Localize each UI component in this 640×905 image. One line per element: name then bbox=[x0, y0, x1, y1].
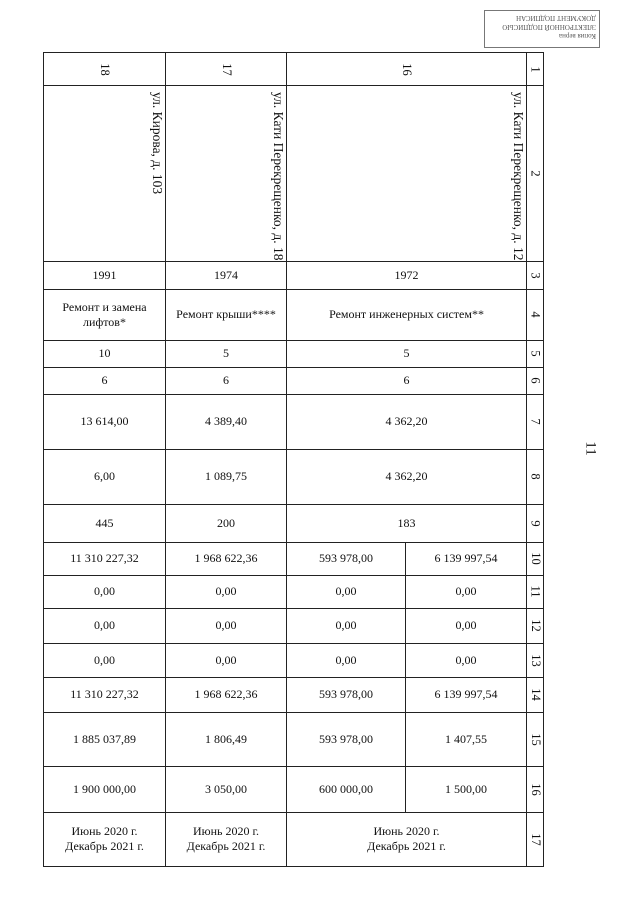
row-number-cell: 14 bbox=[527, 677, 544, 712]
address-cell: ул. Кирова, д. 103 bbox=[44, 86, 166, 262]
value-cell: 5 bbox=[166, 340, 287, 367]
period-end: Декабрь 2021 г. bbox=[367, 839, 446, 853]
value-cell: 4 362,20 bbox=[287, 449, 527, 504]
stamp-line: ДОКУМЕНТ ПОДПИСАН bbox=[516, 14, 596, 22]
value-cell: 1 900 000,00 bbox=[44, 766, 166, 812]
row-number-cell: 7 bbox=[527, 394, 544, 449]
value-cell: 6 bbox=[166, 367, 287, 394]
row-number-cell: 2 bbox=[527, 86, 544, 262]
table-row bbox=[44, 449, 544, 504]
value-cell: 1 089,75 bbox=[166, 449, 287, 504]
table-row bbox=[44, 542, 544, 575]
value-cell: 6 bbox=[287, 367, 527, 394]
value-cell: 1 885 037,89 bbox=[44, 712, 166, 766]
table-row bbox=[44, 86, 544, 262]
row-number-cell: 4 bbox=[527, 289, 544, 340]
value-cell: 0,00 bbox=[44, 643, 166, 677]
electronic-signature-stamp bbox=[484, 10, 600, 48]
value-cell: 4 389,40 bbox=[166, 394, 287, 449]
value-cell: 183 bbox=[287, 504, 527, 542]
year-cell: 1972 bbox=[287, 261, 527, 289]
table-row bbox=[44, 340, 544, 367]
period-end: Декабрь 2021 г. bbox=[65, 839, 144, 853]
value-cell: 0,00 bbox=[44, 608, 166, 643]
row-number-cell: 3 bbox=[527, 261, 544, 289]
table-row bbox=[44, 53, 544, 86]
value-cell: 600 000,00 bbox=[287, 766, 406, 812]
value-cell: 5 bbox=[287, 340, 527, 367]
row-number-cell: 12 bbox=[527, 608, 544, 643]
row-number-cell: 8 bbox=[527, 449, 544, 504]
value-cell: 0,00 bbox=[406, 643, 527, 677]
table-row bbox=[44, 766, 544, 812]
row-number-cell: 15 bbox=[527, 712, 544, 766]
value-cell: 0,00 bbox=[406, 608, 527, 643]
table-row bbox=[44, 712, 544, 766]
value-cell: 0,00 bbox=[287, 575, 406, 608]
value-cell: 0,00 bbox=[166, 643, 287, 677]
row-number-cell: 13 bbox=[527, 643, 544, 677]
row-number-cell: 1 bbox=[527, 53, 544, 86]
address-cell: ул. Кати Перекрещенко, д. 18 bbox=[166, 86, 287, 262]
housing-repair-table bbox=[43, 52, 544, 867]
value-cell: 0,00 bbox=[44, 575, 166, 608]
table-row bbox=[44, 643, 544, 677]
work-type-cell: Ремонт инженерных систем** bbox=[287, 289, 527, 340]
value-cell: 0,00 bbox=[287, 643, 406, 677]
value-cell: 6 bbox=[44, 367, 166, 394]
table-row bbox=[44, 677, 544, 712]
row-number-cell: 16 bbox=[527, 766, 544, 812]
value-cell: 11 310 227,32 bbox=[44, 542, 166, 575]
value-cell: 1 806,49 bbox=[166, 712, 287, 766]
value-cell: 1 968 622,36 bbox=[166, 542, 287, 575]
period-end: Декабрь 2021 г. bbox=[186, 839, 266, 853]
table-row bbox=[44, 261, 544, 289]
value-cell: 0,00 bbox=[287, 608, 406, 643]
value-cell: 6,00 bbox=[44, 449, 166, 504]
row-number-cell: 17 bbox=[527, 812, 544, 866]
stamp-line: Копия верна bbox=[558, 32, 596, 40]
value-cell: 0,00 bbox=[166, 575, 287, 608]
period-start: Июнь 2020 г. bbox=[71, 824, 138, 838]
table-row bbox=[44, 367, 544, 394]
value-cell: 445 bbox=[44, 504, 166, 542]
period-start: Июнь 2020 г. bbox=[373, 824, 440, 838]
period-cell bbox=[287, 812, 527, 866]
value-cell: 6 139 997,54 bbox=[406, 677, 527, 712]
value-cell: 593 978,00 bbox=[287, 542, 406, 575]
value-cell: 593 978,00 bbox=[287, 712, 406, 766]
table-row bbox=[44, 289, 544, 340]
row-number-cell: 9 bbox=[527, 504, 544, 542]
row-number-cell: 11 bbox=[527, 575, 544, 608]
year-cell: 1974 bbox=[166, 261, 287, 289]
period-cell bbox=[166, 812, 287, 866]
value-cell: 1 407,55 bbox=[406, 712, 527, 766]
row-number-cell: 5 bbox=[527, 340, 544, 367]
value-cell: 0,00 bbox=[166, 608, 287, 643]
year-cell: 1991 bbox=[44, 261, 166, 289]
work-type-cell: Ремонт крыши**** bbox=[166, 289, 287, 340]
table-row bbox=[44, 504, 544, 542]
table-row bbox=[44, 394, 544, 449]
table-row bbox=[44, 608, 544, 643]
value-cell: 0,00 bbox=[406, 575, 527, 608]
value-cell: 4 362,20 bbox=[287, 394, 527, 449]
value-cell: 200 bbox=[166, 504, 287, 542]
value-cell: 1 500,00 bbox=[406, 766, 527, 812]
period-start: Июнь 2020 г. bbox=[192, 824, 260, 838]
value-cell: 6 139 997,54 bbox=[406, 542, 527, 575]
value-cell: 1 968 622,36 bbox=[166, 677, 287, 712]
column-number-cell: 18 bbox=[44, 53, 166, 86]
table-row bbox=[44, 575, 544, 608]
work-type-cell: Ремонт и замена лифтов* bbox=[44, 289, 166, 340]
row-number-cell: 6 bbox=[527, 367, 544, 394]
stamp-line: ЭЛЕКТРОННОЙ ПОДПИСЬЮ bbox=[502, 23, 596, 31]
value-cell: 13 614,00 bbox=[44, 394, 166, 449]
table-row bbox=[44, 812, 544, 866]
column-number-cell: 16 bbox=[287, 53, 527, 86]
period-cell bbox=[44, 812, 166, 866]
page-number: 11 bbox=[582, 441, 599, 456]
column-number-cell: 17 bbox=[166, 53, 287, 86]
value-cell: 593 978,00 bbox=[287, 677, 406, 712]
value-cell: 3 050,00 bbox=[166, 766, 287, 812]
value-cell: 10 bbox=[44, 340, 166, 367]
address-cell: ул. Кати Перекрещенко, д. 12 bbox=[287, 86, 527, 262]
value-cell: 11 310 227,32 bbox=[44, 677, 166, 712]
row-number-cell: 10 bbox=[527, 542, 544, 575]
